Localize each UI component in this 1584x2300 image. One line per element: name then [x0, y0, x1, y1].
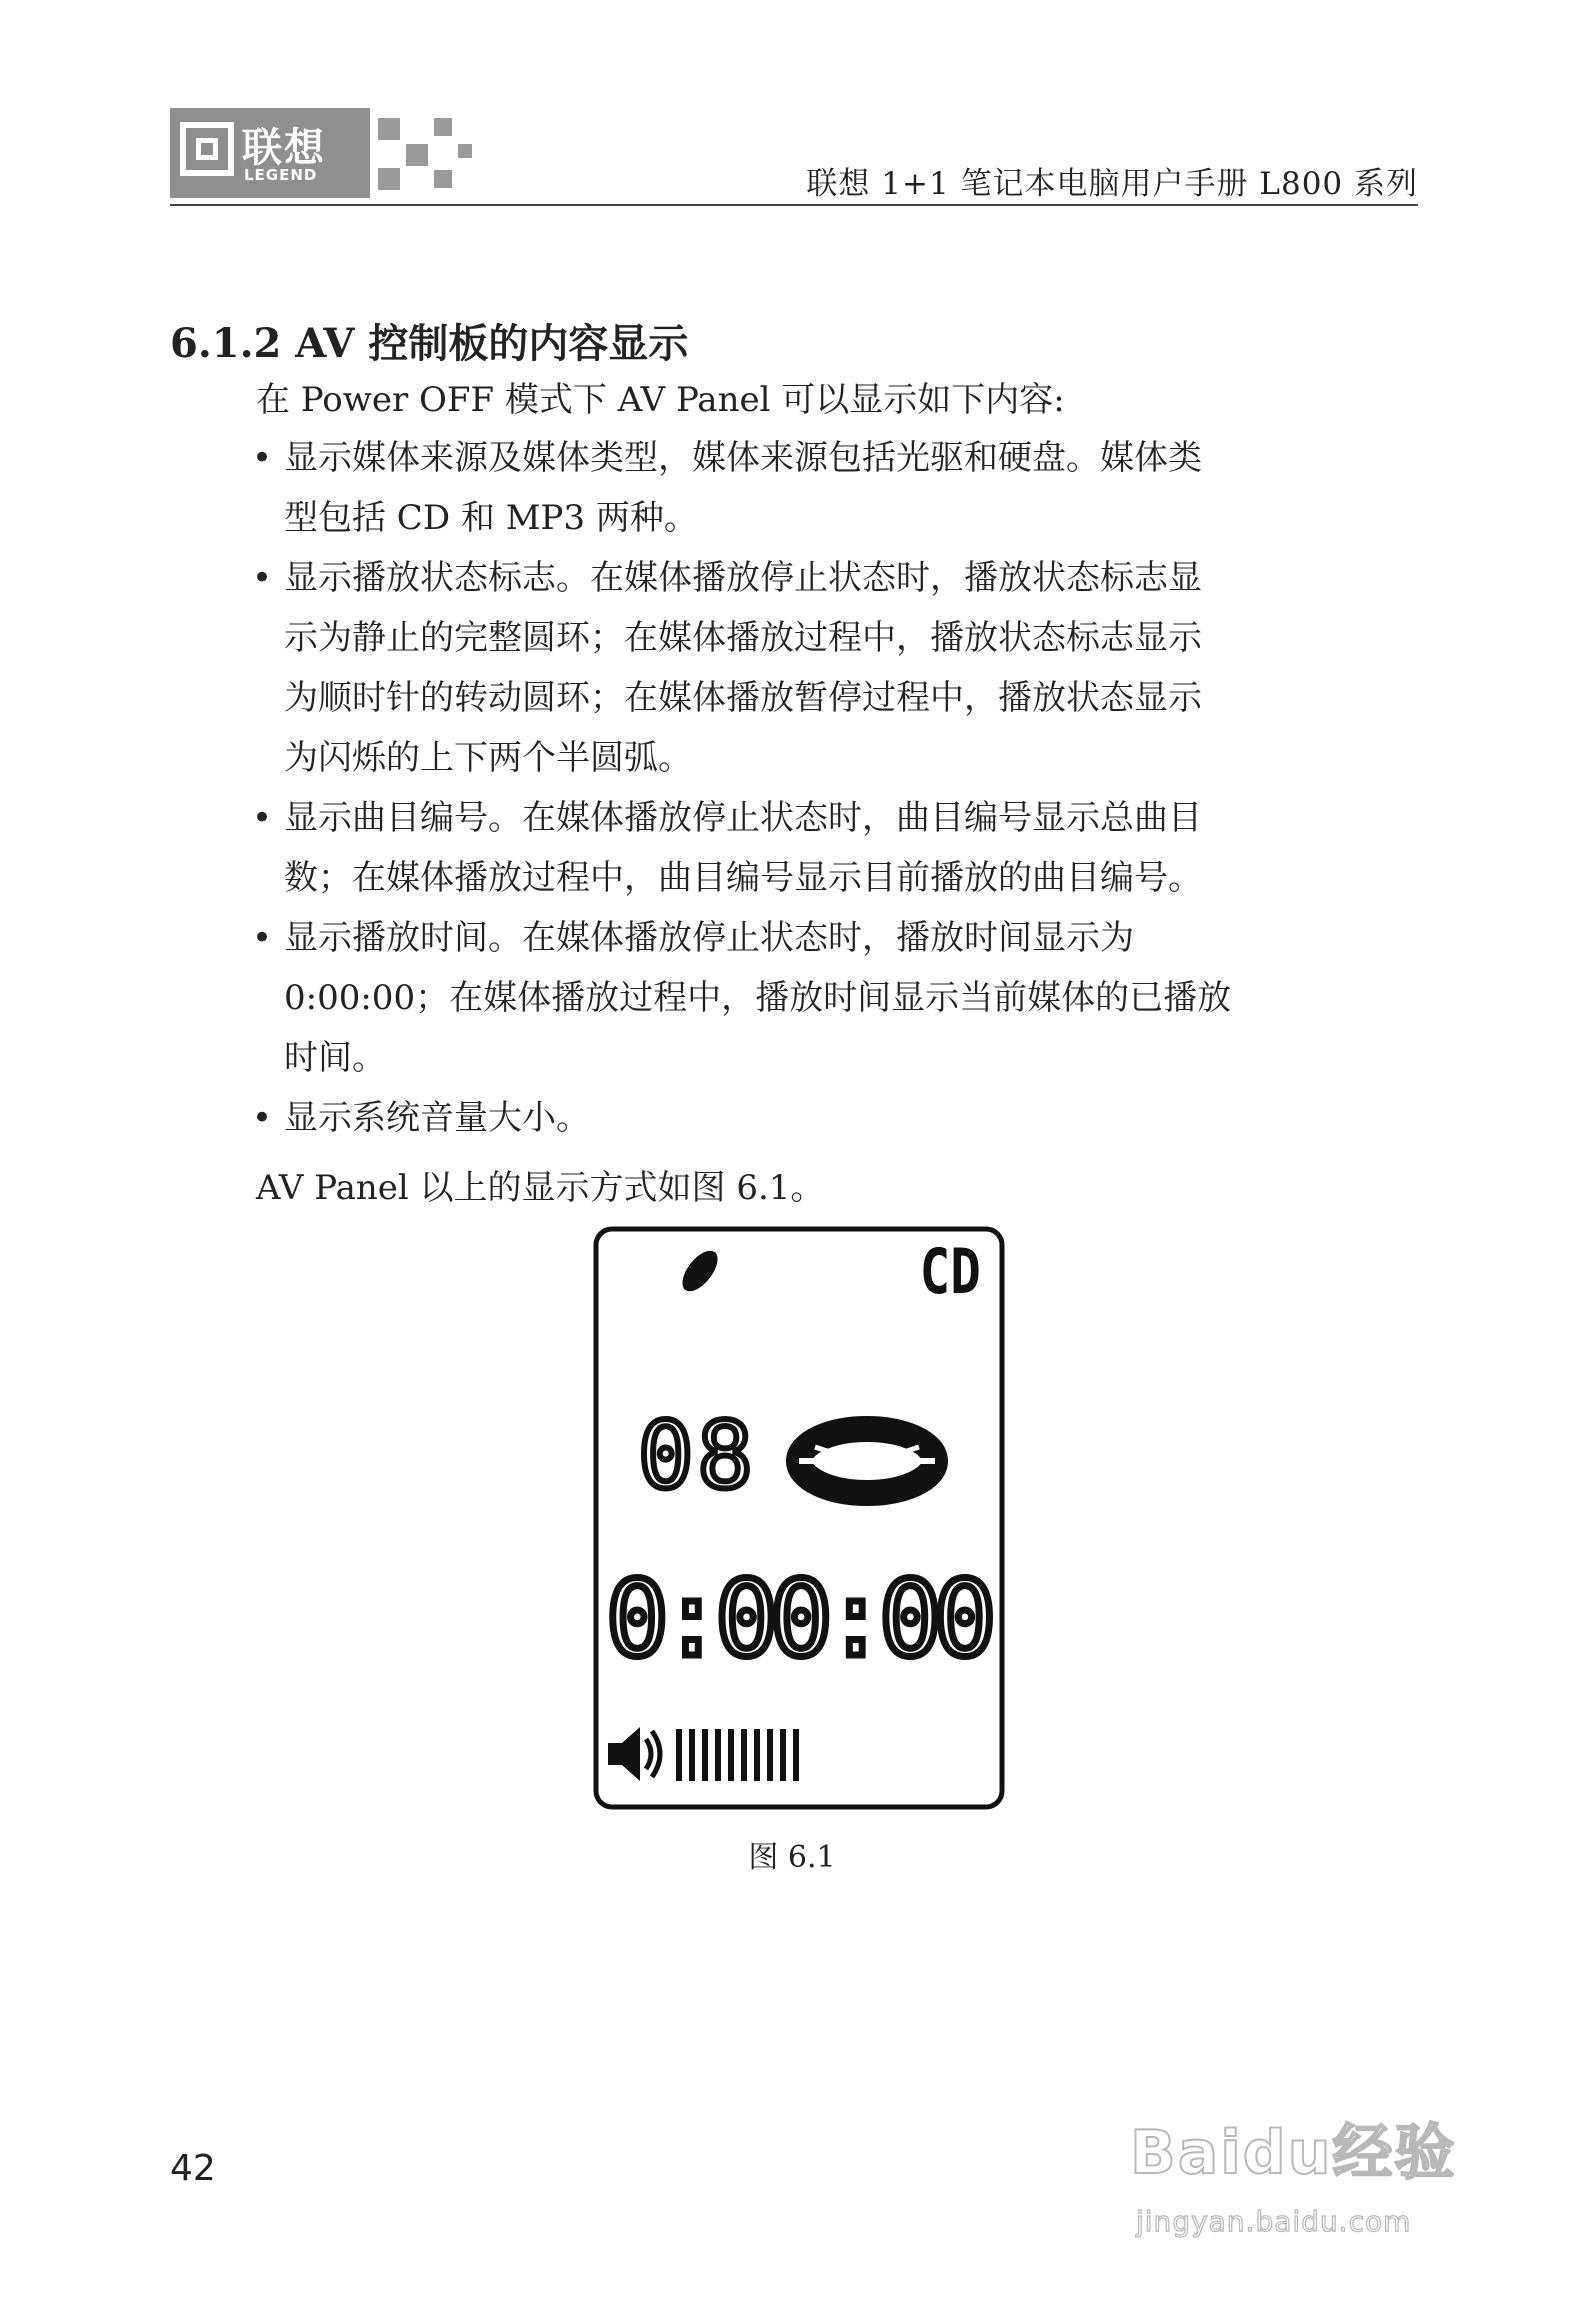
- bullet-icon: •: [252, 1098, 273, 1138]
- logo-checker-square: [458, 144, 472, 158]
- volume-bar: [741, 1729, 747, 1781]
- play-time: 0:00:00: [606, 1558, 989, 1680]
- list-item: [252, 1088, 1422, 1148]
- logo-checker-square: [378, 168, 400, 190]
- bullet-icon: •: [252, 558, 273, 598]
- bullet-icon: •: [252, 798, 273, 838]
- list-item-text: 显示系统音量大小。: [284, 1098, 590, 1138]
- bullet-icon: •: [252, 918, 273, 958]
- list-item-text: 显示曲目编号。在媒体播放停止状态时，曲目编号显示总曲目 数；在媒体播放过程中，曲目编号显示目前播放的曲目编号。: [284, 798, 1202, 898]
- track-number: 08: [638, 1402, 757, 1509]
- baidu-watermark: [1130, 2085, 1490, 2285]
- logo-text-cn: 联想: [242, 125, 326, 171]
- page-number: 42: [170, 2148, 216, 2189]
- list-item: [252, 908, 1422, 1088]
- legend-logo: [170, 108, 480, 198]
- watermark-brand: Baidu经验: [1130, 2118, 1457, 2188]
- logo-checker-square: [434, 170, 452, 188]
- volume-bar: [754, 1729, 760, 1781]
- list-item: [252, 428, 1422, 548]
- logo-box: [170, 108, 370, 198]
- volume-bar: [780, 1729, 786, 1781]
- lcd-frame: [596, 1229, 1002, 1807]
- logo-checker-square: [406, 144, 428, 166]
- volume-bar: [728, 1729, 734, 1781]
- logo-checker-square: [378, 118, 400, 140]
- list-item: [252, 788, 1422, 908]
- logo-mark-icon: [180, 122, 234, 176]
- volume-bar: [793, 1729, 799, 1781]
- volume-bar: [676, 1729, 682, 1781]
- bullet-icon: •: [252, 438, 273, 478]
- media-type-label: CD: [919, 1236, 981, 1309]
- watermark-url: jingyan.baidu.com: [1136, 2205, 1412, 2238]
- header-title: 联想 1+1 笔记本电脑用户手册 L800 系列: [806, 166, 1418, 202]
- logo-checker-square: [434, 118, 452, 136]
- section-heading: 6.1.2 AV 控制板的内容显示: [170, 320, 689, 367]
- figure-caption: 图 6.1: [748, 1840, 836, 1875]
- volume-bar: [767, 1729, 773, 1781]
- logo-text-en: LEGEND: [244, 166, 318, 184]
- volume-bar: [702, 1729, 708, 1781]
- list-item-text: 显示媒体来源及媒体类型，媒体来源包括光驱和硬盘。媒体类 型包括 CD 和 MP3 两种。: [284, 438, 1202, 538]
- list-item: [252, 548, 1422, 788]
- outro-paragraph: AV Panel 以上的显示方式如图 6.1。: [256, 1168, 825, 1208]
- header-divider: [170, 204, 1418, 206]
- page-header: [170, 108, 1418, 200]
- play-status-ring-icon: [799, 1429, 935, 1493]
- intro-paragraph: 在 Power OFF 模式下 AV Panel 可以显示如下内容:: [256, 380, 1065, 420]
- list-item-text: 显示播放时间。在媒体播放停止状态时，播放时间显示为 0:00:00；在媒体播放过程中，播放时间显示当前媒体的已播放 时间。: [284, 918, 1232, 1078]
- list-item-text: 显示播放状态标志。在媒体播放停止状态时，播放状态标志显 示为静止的完整圆环；在媒体播放过程中，播放状态标志显示 为顺时针的转动圆环；在媒体播放暂停过程中，播放状态显示 为闪烁的上下两个半圆弧。: [284, 558, 1202, 778]
- volume-bar: [689, 1729, 695, 1781]
- av-panel-display: [590, 1225, 1010, 1815]
- volume-bar: [715, 1729, 721, 1781]
